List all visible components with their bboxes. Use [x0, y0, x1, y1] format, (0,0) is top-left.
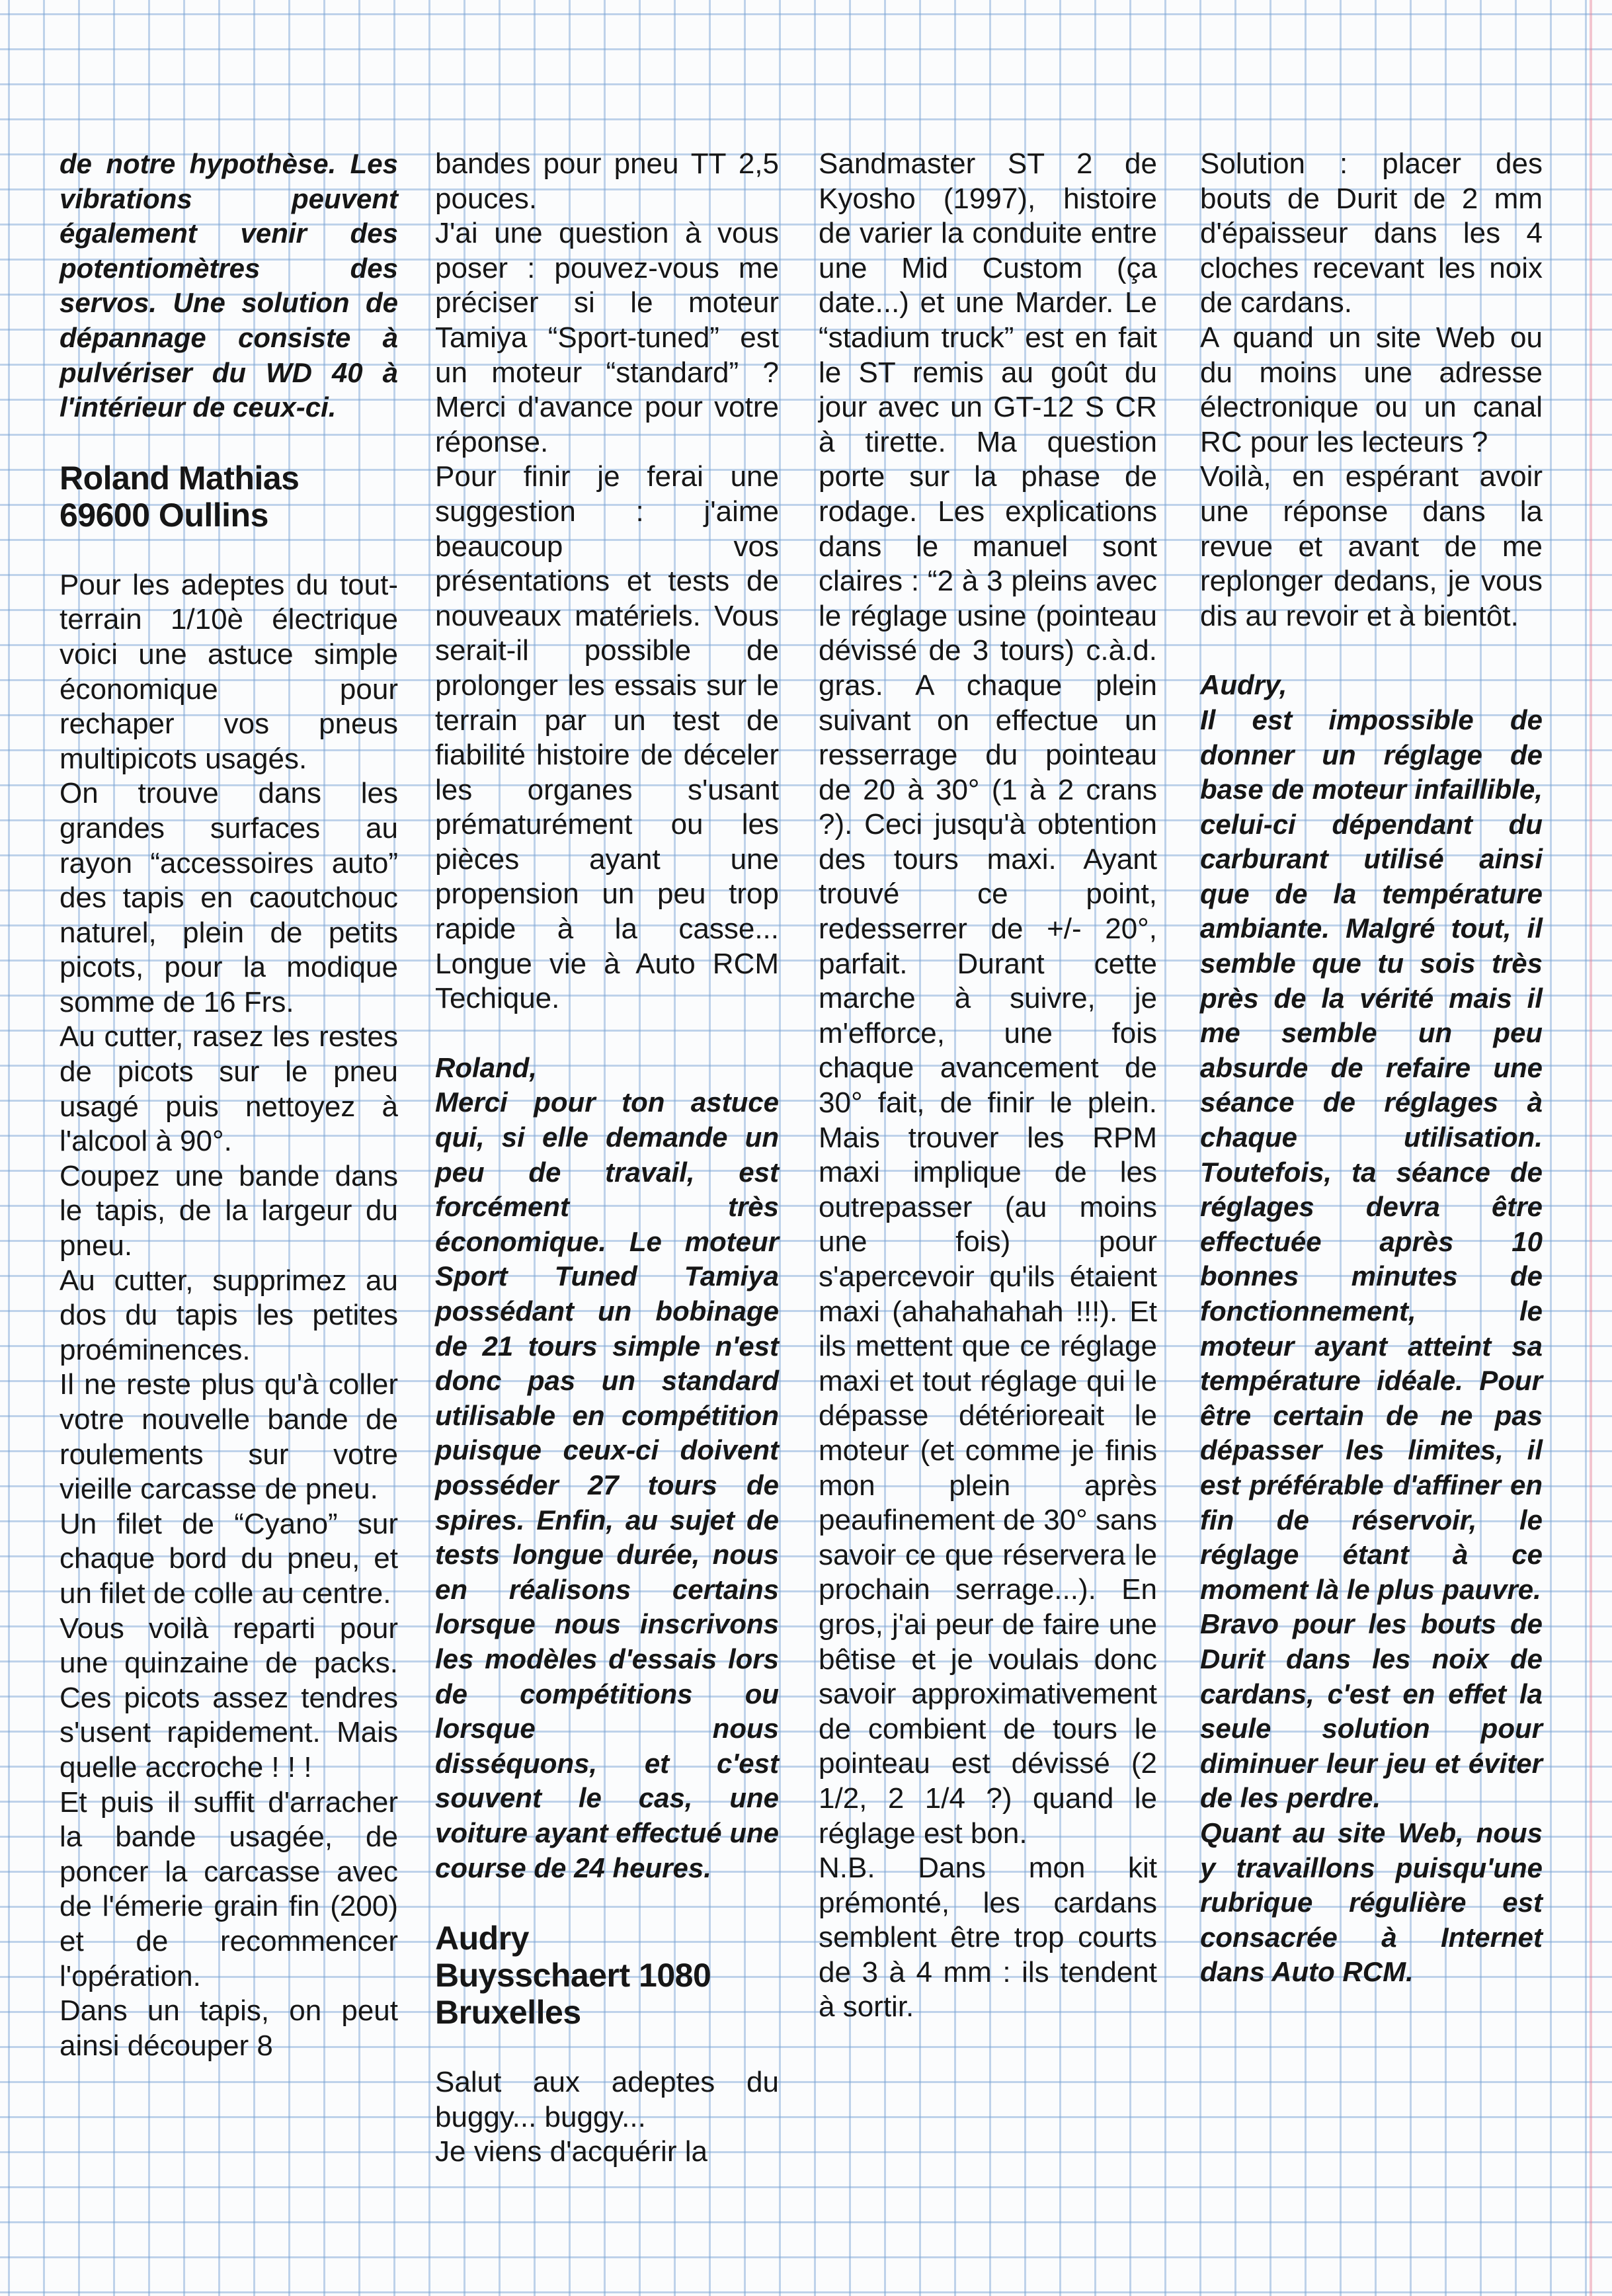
column-2 [435, 147, 779, 2170]
letter-paragraph: Vous voilà reparti pour une quinzaine de packs. Ces picots assez tendres s'usent rapidement. Mais quelle accroche ! ! ! [60, 1612, 398, 1784]
author-city: 69600 Oullins [60, 496, 268, 534]
letter-paragraph: Au cutter, supprimez au dos du tapis les petites proéminences. [60, 1264, 398, 1366]
letter-paragraph: Pour finir je ferai une suggestion : j'aime beaucoup vos présentations et tests de nouveaux matériels. Vous serait-il possible de prolonger les essais sur le terrain par un test de fiabilité histoire de déceler les organes s'usant prématurément ou les pièces ayant une propension un peu trop rapide à la casse... Longue vie à Auto RCM Techique. [435, 460, 779, 1015]
author-city: Bruxelles [435, 1994, 581, 2031]
letter-paragraph: Solution : placer des bouts de Durit de 2 mm d'épaisseur dans les 4 cloches recevant les noix de cardans. [1200, 147, 1543, 319]
reply-text: Il est impossible de donner un réglage de base de moteur infaillible, celui-ci dépendant du carburant utilisé ainsi que de la température ambiante. Malgré tout, il semble que tu sois très près de la vérité mais il me semble un peu absurde de refaire une séance de réglages à chaque utilisation. Toutefois, ta séance de réglages devra être effectuée après 10 bonnes minutes de fonctionnement, le moteur ayant atteint sa température idéale. Pour être certain de ne pas dépasser les limites, il est préférable d'affiner en fin de réservoir, le réglage étant à ce moment là le plus pauvre. [1200, 704, 1543, 1605]
letter-paragraph: Coupez une bande dans le tapis, de la largeur du pneu. [60, 1159, 398, 1262]
letter-paragraph: Je viens d'acquérir la [435, 2135, 707, 2168]
letter-paragraph: Salut aux adeptes du buggy... buggy... [435, 2066, 779, 2133]
reply-text: Bravo pour les bouts de Durit dans les noix de cardans, c'est en effet la seule solution pour diminuer leur jeu et éviter de les perdre. [1200, 1608, 1543, 1814]
author-name: Roland Mathias [60, 459, 300, 497]
reply-salutation: Audry, [1200, 669, 1287, 701]
author-name: Buysschaert 1080 [435, 1957, 711, 1994]
letter-paragraph: J'ai une question à vous poser : pouvez-vous me préciser si le moteur Tamiya “Sport-tuned” est un moteur “standard” ? Merci d'avance pour votre réponse. [435, 217, 779, 458]
letter-paragraph: N.B. Dans mon kit prémonté, les cardans semblent être trop courts de 3 à 4 mm : ils tendent à sortir. [819, 1852, 1157, 2024]
letter-paragraph: Et puis il suffit d'arracher la bande usagée, de poncer la carcasse avec de l'émerie grain fin (200) et de recommencer l'opération. [60, 1785, 398, 1992]
reply-text: de notre hypothèse. Les vibrations peuvent également venir des potentiomètres des servos. Une solution de dépannage consiste à pulvériser du WD 40 à l'intérieur de ceux-ci. [60, 148, 398, 423]
letter-paragraph: On trouve dans les grandes surfaces au rayon “accessoires auto” des tapis en caoutchouc naturel, plein de petits picots, pour la modique somme de 16 Frs. [60, 777, 398, 1018]
letter-paragraph: Un filet de “Cyano” sur chaque bord du pneu, et un filet de colle au centre. [60, 1507, 398, 1610]
letter-paragraph: A quand un site Web ou du moins une adresse électronique ou un canal RC pour les lecteurs ? [1200, 321, 1543, 458]
author-name: Audry [435, 1920, 529, 1957]
letter-paragraph: Dans un tapis, on peut ainsi découper 8 [60, 1994, 398, 2062]
column-1 [60, 147, 398, 2063]
reply-salutation: Roland, [435, 1051, 537, 1083]
reply-text: Quant au site Web, nous y travaillons puisqu'une rubrique régulière est consacrée à Internet dans Auto RCM. [1200, 1817, 1543, 1988]
letter-paragraph: Voilà, en espérant avoir une réponse dans la revue et avant de me replonger dedans, je vous dis au revoir et à bientôt. [1200, 460, 1543, 632]
letter-paragraph: Au cutter, rasez les restes de picots sur le pneu usagé puis nettoyez à l'alcool à 90°. [60, 1020, 398, 1158]
letter-paragraph: Pour les adeptes du tout-terrain 1/10è électrique voici une astuce simple économique pour rechaper vos pneus multipicots usagés. [60, 568, 398, 775]
letter-paragraph: bandes pour pneu TT 2,5 pouces. [435, 147, 779, 215]
page-edge-rule [1590, 0, 1592, 2296]
reply-text: Merci pour ton astuce qui, si elle demande un peu de travail, est forcément très économique. Le moteur Sport Tuned Tamiya possédant un bobinage de 21 tours simple n'est donc pas un standard utilisable en compétition puisque ceux-ci doivent posséder 27 tours de spires. Enfin, au sujet de tests longue durée, nous en réalisons certains lorsque nous inscrivons les modèles d'essais lors de compétitions ou lorsque nous disséquons, et c'est souvent le cas, une voiture ayant effectué une course de 24 heures. [435, 1086, 779, 1883]
letter-paragraph: Il ne reste plus qu'à coller votre nouvelle bande de roulements sur votre vieille carcasse de pneu. [60, 1368, 398, 1506]
column-4 [1200, 147, 1543, 1990]
letter-paragraph: Sandmaster ST 2 de Kyosho (1997), histoire de varier la conduite entre une Mid Custom (ça date...) et une Marder. Le “stadium truck” est en fait le ST remis au goût du jour avec un GT-12 S CR à tirette. Ma question porte sur la phase de rodage. Les explications dans le manuel sont claires : “2 à 3 pleins avec le réglage usine (pointeau dévissé de 3 tours) c.à.d. gras. A chaque plein suivant on effectue un resserrage du pointeau de 20 à 30° (1 à 2 crans ?). Ceci jusqu'à obtention des tours maxi. Ayant trouvé ce point, redesserrer de +/- 20°, parfait. Durant cette marche à suivre, je m'efforce, une fois chaque avancement de 30° fait, de finir le plein. Mais trouver les RPM maxi implique de les outrepasser (au moins une fois) pour s'apercevoir qu'ils étaient maxi (ahahahahah !!!). Et ils mettent que ce réglage maxi et tout réglage qui le dépasse détérioreait le moteur (et comme je finis mon plein après peaufinement de 30° sans savoir ce que réservera le prochain serrage...). En gros, j'ai peur de faire une bêtise et je voulais donc savoir approximativement de combient de tours le pointeau est dévissé (2 1/2, 2 1/4 ?) quand le réglage est bon. [819, 147, 1157, 1850]
column-3 [819, 147, 1157, 2025]
